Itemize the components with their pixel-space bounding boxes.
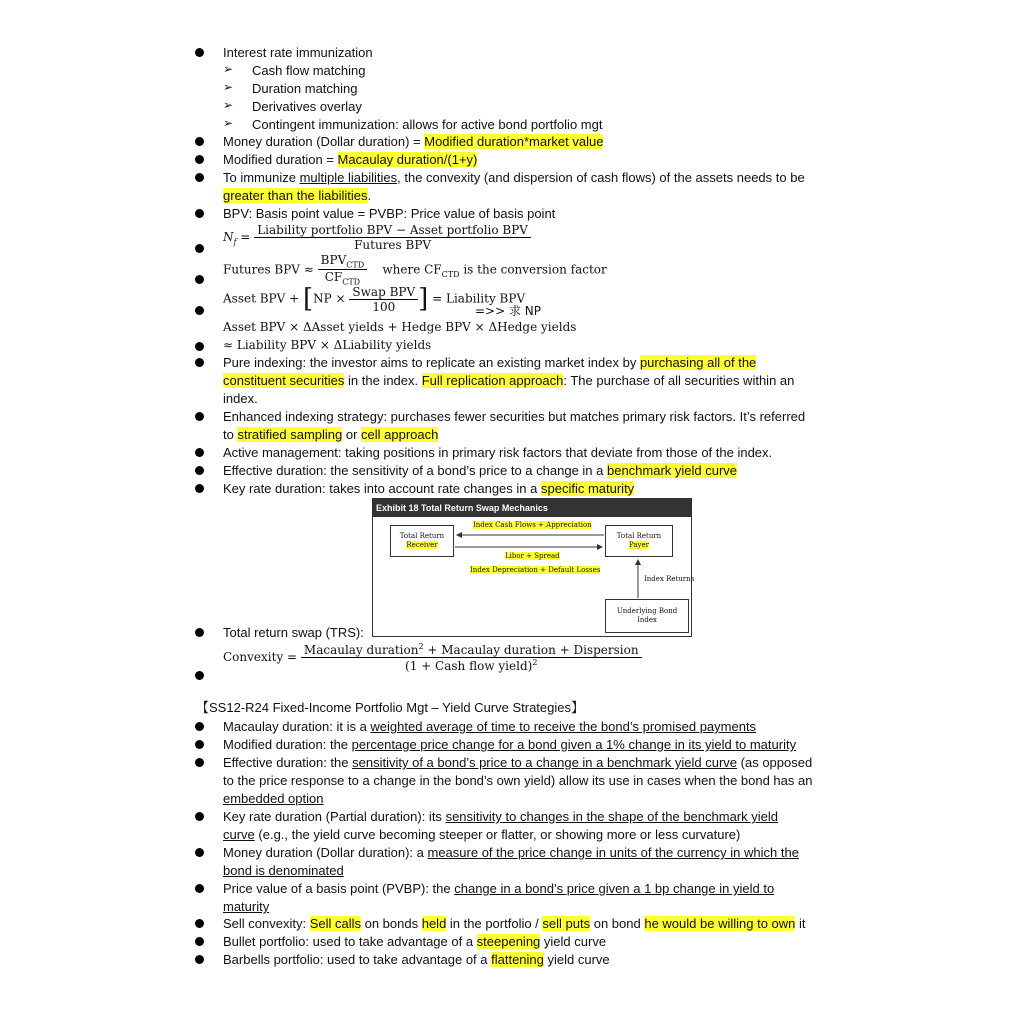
underlined-text: curve (223, 827, 255, 842)
underlined-text: bond is denominated (223, 863, 344, 878)
text-run: Bullet portfolio: used to take advantage of a (223, 934, 477, 949)
text-run: in the portfolio / (446, 916, 543, 931)
formula-text: where CF (382, 262, 442, 277)
bullet (195, 919, 204, 928)
immunization-title: Interest rate immunization (223, 45, 373, 60)
formula-subscript: f (233, 237, 237, 247)
formula-subscript: CTD (441, 269, 460, 279)
text-run: on bond (590, 916, 645, 931)
highlight-text: stratified sampling (237, 427, 343, 442)
highlight-text: Index Cash Flows + Appreciation (473, 521, 592, 529)
highlight-text: Sell calls (309, 916, 361, 931)
fraction-numerator: + Macaulay duration + Dispersion (423, 643, 639, 657)
right-bracket: ] (418, 284, 429, 314)
bullet (195, 671, 204, 680)
underlined-text: change in a bond’s price given a 1 bp change in yield to (454, 881, 775, 896)
bullet (195, 275, 204, 284)
immunization-method: Cash flow matching (252, 63, 366, 78)
fraction-denominator: 100 (372, 299, 396, 314)
exhibit-header: Exhibit 18 Total Return Swap Mechanics (373, 499, 691, 517)
bullet (195, 358, 204, 367)
multiple-liabilities-line-2 (223, 187, 371, 205)
bullet (195, 48, 204, 57)
highlight-text: constituent securities (223, 373, 345, 388)
bullet (195, 137, 204, 146)
text-run: Barbells portfolio: used to take advantage of a (223, 952, 492, 967)
formula-text: = Liability BPV (432, 291, 526, 306)
underlined-text: measure of the price change in units of the currency in which the (427, 845, 799, 860)
text-run: : The purchase of all securities within an (563, 373, 795, 388)
multiple-liabilities-line (223, 169, 805, 187)
bullet (195, 848, 204, 857)
hedge-formula-line-1: Asset BPV × ΔAsset yields + Hedge BPV × ΔHedge yields (223, 320, 577, 334)
underlined-text: weighted average of time to receive the bond’s promised payments (370, 719, 757, 734)
fraction-denominator: (1 + Cash flow yield) (405, 659, 533, 673)
section-title: 【SS12-R24 Fixed-Income Portfolio Mgt – Yield Curve Strategies】 (196, 700, 585, 715)
libor-spread-label (505, 552, 560, 561)
fraction (301, 642, 642, 673)
bullet (195, 484, 204, 493)
box-label: Index (637, 616, 657, 624)
formula-text: N (223, 230, 234, 244)
fraction-numerator: Swap BPV (349, 285, 418, 300)
bullet (195, 306, 204, 315)
highlight-text: Libor + Spread (505, 552, 560, 560)
highlight-text: Receiver (406, 541, 438, 549)
modified-line (223, 736, 796, 754)
enhanced-indexing-line-2 (223, 426, 438, 444)
text-run: to (223, 427, 238, 442)
highlight-text: he would be willing to own (644, 916, 796, 931)
immunization-method: Duration matching (252, 81, 358, 96)
box-label: Total Return (399, 532, 445, 540)
formula-text: Convexity = (223, 650, 298, 664)
fraction (254, 223, 531, 252)
highlight-text: Payer (628, 541, 649, 549)
text-run: Effective duration: the (223, 755, 353, 770)
underlined-text: percentage price change for a bond given a 1% change in its yield to maturity (351, 737, 797, 752)
text-run: Money duration (Dollar duration): a (223, 845, 428, 860)
fraction-denominator: CF (324, 270, 343, 285)
index-cash-flows-label (473, 521, 592, 530)
text-run: yield curve (540, 934, 607, 949)
effective-duration-line (223, 462, 737, 480)
bullet (195, 884, 204, 893)
formula-text: = (240, 230, 251, 244)
formula-text: Asset BPV + (223, 291, 300, 306)
fraction-numerator: Macaulay duration (303, 643, 419, 657)
text-run: Money duration (Dollar duration) = (223, 134, 425, 149)
text-run: , the convexity (and dispersion of cash flows) of the assets needs to be (397, 170, 805, 185)
pure-indexing-line-2 (223, 372, 794, 390)
pvbp-line (223, 880, 774, 898)
left-bracket: [ (302, 284, 314, 314)
box-label: Underlying Bond (616, 607, 678, 615)
bullet (195, 758, 204, 767)
bpv-line: BPV: Basis point value = PVBP: Price value of basis point (223, 206, 556, 221)
effective-line-2: to the price response to a change in the bond’s own yield) allow its use in cases when the bond has an (223, 773, 813, 788)
arrow-bullet-icon: ➢ (223, 116, 234, 130)
fraction (318, 253, 367, 287)
immunization-method: Contingent immunization: allows for active bond portfolio mgt (252, 117, 603, 132)
formula-subscript: CTD (346, 260, 365, 270)
bullet (195, 244, 204, 253)
barbell-portfolio-line (223, 951, 610, 969)
bullet (195, 955, 204, 964)
text-run: (as opposed (737, 755, 813, 770)
macaulay-line (223, 718, 756, 736)
total-return-swap-exhibit (372, 498, 695, 637)
underlined-text: multiple liabilities (299, 170, 398, 185)
futures-bpv-formula (223, 253, 607, 287)
fraction (349, 285, 418, 314)
text-run: Price value of a basis point (PVBP): the (223, 881, 455, 896)
bullet (195, 740, 204, 749)
text-run: Effective duration: the sensitivity of a bond’s price to a change in a (223, 463, 607, 478)
pure-indexing-line (223, 354, 756, 372)
effective-line (223, 754, 812, 772)
highlight-text: Index Depreciation + Default Losses (470, 566, 601, 574)
immunization-method: Derivatives overlay (252, 99, 362, 114)
index-returns-label: Index Returns (644, 575, 695, 583)
pvbp-line-2 (223, 898, 269, 916)
active-management-line: Active management: taking positions in primary risk factors that deviate from those of the index. (223, 445, 773, 460)
bullet (195, 448, 204, 457)
bullet (195, 412, 204, 421)
highlight-text: flattening (491, 952, 544, 967)
text-run: Key rate duration (Partial duration): its (223, 809, 446, 824)
highlight-text: sell puts (542, 916, 591, 931)
formula-superscript: 2 (532, 658, 538, 667)
bullet (195, 812, 204, 821)
text-run: (e.g., the yield curve becoming steeper or flatter, or showing more or less curvature) (254, 827, 741, 842)
text-run: or (342, 427, 362, 442)
underlined-text: maturity (223, 899, 270, 914)
key-rate-line (223, 808, 778, 826)
highlight-text: purchasing all of the (639, 355, 757, 370)
arrow-bullet-icon: ➢ (223, 80, 234, 94)
arrow-bullet-icon: ➢ (223, 98, 234, 112)
np-note: =>> 求 NP (475, 304, 542, 318)
arrow-bullet-icon: ➢ (223, 62, 234, 76)
index-depreciation-label (470, 566, 600, 575)
hedge-formula-line-2: ≈ Liability BPV × ΔLiability yields (223, 338, 432, 352)
nf-formula (223, 223, 531, 252)
text-run: Modified duration: the (223, 737, 352, 752)
highlight-text: greater than the liabilities (223, 188, 368, 203)
formula-text: Futures BPV ≈ (223, 262, 314, 277)
modified-duration-line (223, 151, 477, 169)
text-run: Sell convexity: (223, 916, 310, 931)
key-rate-line-2 (223, 826, 740, 844)
key-rate-duration-line (223, 480, 634, 498)
formula-subscript: CTD (342, 277, 361, 287)
text-run: . (367, 188, 372, 203)
effective-line-3 (223, 790, 323, 808)
fraction-denominator: Futures BPV (354, 238, 432, 252)
fraction-numerator: BPV (320, 253, 347, 267)
highlight-text: Modified duration*market value (424, 134, 604, 149)
text-run: on bonds (361, 916, 422, 931)
formula-text: NP × (313, 291, 346, 306)
text-run: yield curve (543, 952, 610, 967)
bullet (195, 209, 204, 218)
bullet (195, 173, 204, 182)
underlined-text: embedded option (223, 791, 324, 806)
text-run: Modified duration = (223, 152, 338, 167)
highlight-text: specific maturity (540, 481, 635, 496)
money-line-2 (223, 862, 344, 880)
highlight-text: Full replication approach (421, 373, 564, 388)
sell-convexity-line (223, 915, 806, 933)
convexity-formula (223, 642, 642, 673)
text-run: Macaulay duration: it is a (223, 719, 371, 734)
formula-text: is the conversion factor (459, 262, 607, 277)
highlight-text: benchmark yield curve (606, 463, 738, 478)
highlight-text: cell approach (361, 427, 439, 442)
bullet (195, 342, 204, 351)
text-run: Key rate duration: takes into account rate changes in a (223, 481, 541, 496)
highlight-text: held (421, 916, 447, 931)
fraction-numerator: Liability portfolio BPV − Asset portfolio BPV (254, 223, 531, 238)
text-run: in the index. (344, 373, 422, 388)
pure-indexing-line-3: index. (223, 391, 258, 406)
trs-line: Total return swap (TRS): (223, 625, 364, 640)
highlight-text: Macaulay duration/(1+y) (337, 152, 478, 167)
bullet-portfolio-line (223, 933, 606, 951)
enhanced-indexing-line: Enhanced indexing strategy: purchases fewer securities but matches primary risk factors. It’s referred (223, 409, 806, 424)
text-run: Pure indexing: the investor aims to replicate an existing market index by (223, 355, 640, 370)
bullet (195, 466, 204, 475)
bullet (195, 937, 204, 946)
money-duration-line (223, 133, 603, 151)
highlight-text: steepening (476, 934, 541, 949)
bullet (195, 722, 204, 731)
text-run: To immunize (223, 170, 300, 185)
money-line (223, 844, 799, 862)
box-label: Total Return (616, 532, 662, 540)
underlined-text: sensitivity of a bond’s price to a change in a benchmark yield curve (352, 755, 738, 770)
text-run: it (795, 916, 806, 931)
formula-superscript: 2 (418, 642, 424, 651)
underlined-text: sensitivity to changes in the shape of the benchmark yield (445, 809, 778, 824)
bullet (195, 155, 204, 164)
bullet (195, 628, 204, 637)
